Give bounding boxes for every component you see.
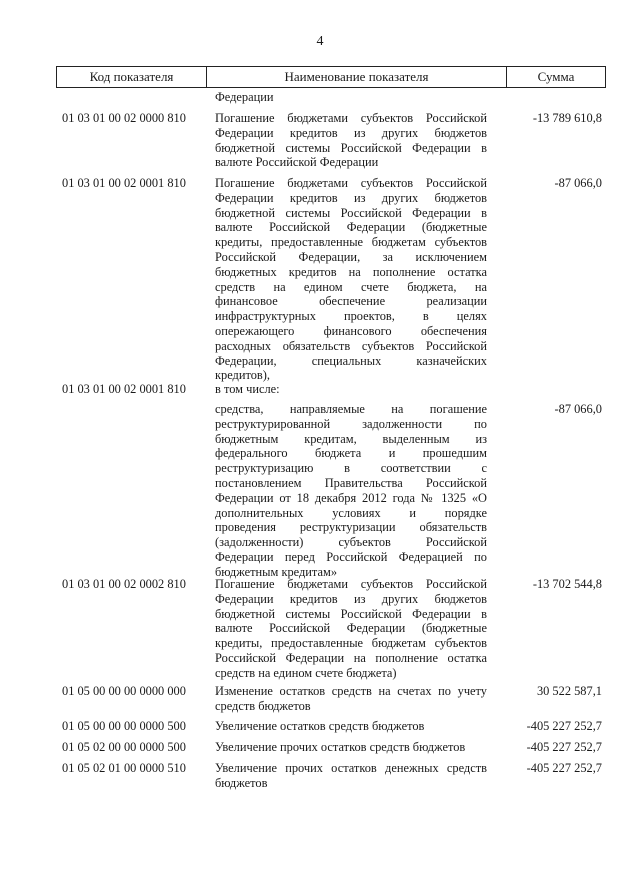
row-name: Погашение бюджетами субъектов Российской Федерации кредитов из других бюджетов бюджетной системы Российской Федерации в валюте Российской Федерации (бюджетные кредиты, предоставленные бюджетам субъектов Российской Федерации на пополнение остатка средств на едином счете бюджета): [215, 577, 487, 680]
page-number: 4: [316, 34, 324, 49]
row-code: 01 05 02 00 00 0000 500: [62, 740, 186, 754]
row-code: 01 03 01 00 02 0001 810: [62, 176, 186, 190]
row-code: 01 05 00 00 00 0000 500: [62, 719, 186, 733]
row-code: 01 03 01 00 02 0001 810: [62, 382, 186, 396]
header-sum: Сумма: [506, 66, 606, 88]
row-code: 01 05 00 00 00 0000 000: [62, 684, 186, 698]
continuation-text: Федерации: [215, 90, 274, 104]
row-name: Изменение остатков средств на счетах по учету средств бюджетов: [215, 684, 487, 713]
row-sum: -405 227 252,7: [526, 719, 602, 733]
row-sum: -405 227 252,7: [526, 740, 602, 754]
header-code: Код показателя: [56, 66, 207, 88]
row-sum: -405 227 252,7: [526, 761, 602, 775]
row-name: Погашение бюджетами субъектов Российской Федерации кредитов из других бюджетов бюджетной системы Российской Федерации в валюте Российской Федерации: [215, 111, 487, 170]
row-name: Увеличение остатков средств бюджетов: [215, 719, 425, 733]
row-sum: 30 522 587,1: [536, 684, 602, 698]
row-name: Увеличение прочих остатков средств бюджетов: [215, 740, 466, 754]
row-code: 01 03 01 00 02 0000 810: [62, 111, 186, 125]
row-code: 01 05 02 01 00 0000 510: [62, 761, 186, 775]
row-sum: -13 789 610,8: [532, 111, 602, 125]
row-name: средства, направляемые на погашение реструктурированной задолженности по бюджетным кредитам, выделенным из федерального бюджета и прошедшим реструктуризацию в соответствии с постановлением Правительства Российской Федерации от 18 декабря 2012 года № 1325 «О дополнительных условиях и порядке проведения реструктуризации обязательств (задолженности) субъектов Российской Федерации перед Российской Федерацией по бюджетным кредитам»: [215, 402, 487, 579]
row-name: Погашение бюджетами субъектов Российской Федерации кредитов из других бюджетов бюджетной системы Российской Федерации в валюте Российской Федерации (бюджетные кредиты, предоставленные бюджетам субъектов Российской Федерации, за исключением бюджетных кредитов на пополнение остатка средств на едином счете бюджета, на финансовое обеспечение реализации инфраструктурных проектов, в целях опережающего финансового обеспечения расходных обязательств субъектов Российской Федерации, специальных казначейских кредитов),: [215, 176, 487, 383]
row-name: Увеличение прочих остатков денежных средств бюджетов: [215, 761, 487, 790]
row-sum: -87 066,0: [554, 402, 602, 416]
header-name: Наименование показателя: [206, 66, 507, 88]
row-sum: -87 066,0: [554, 176, 602, 190]
row-code: 01 03 01 00 02 0002 810: [62, 577, 186, 591]
row-name: в том числе:: [215, 382, 280, 396]
row-sum: -13 702 544,8: [532, 577, 602, 591]
